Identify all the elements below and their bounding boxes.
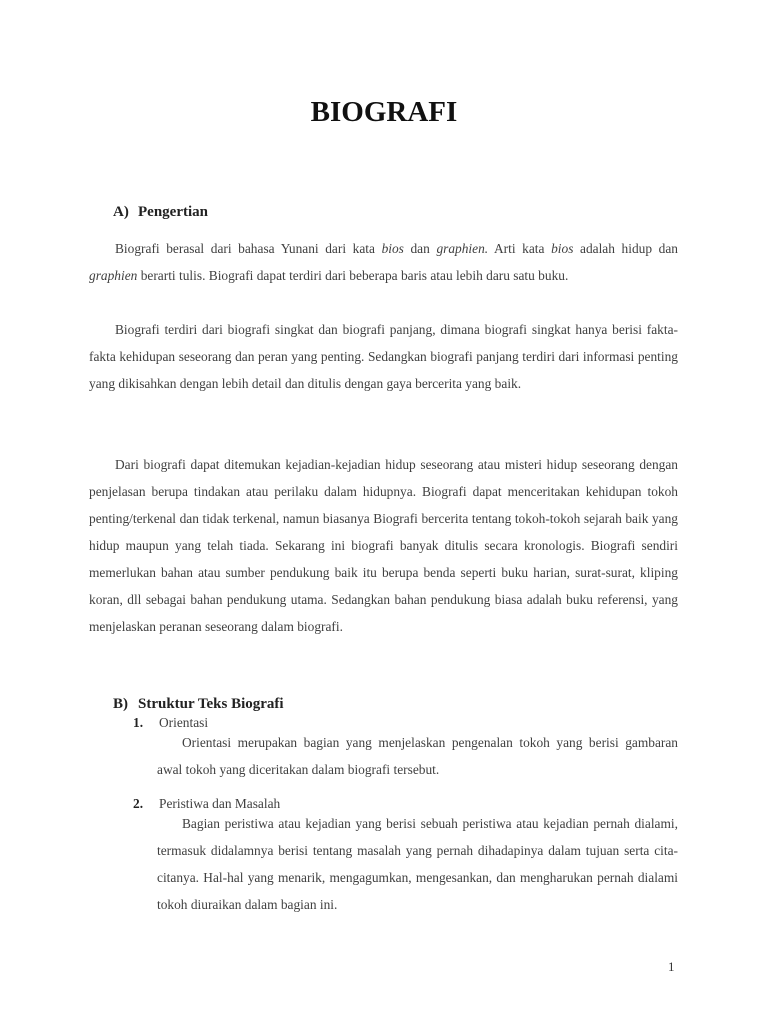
paragraph-types: Biografi terdiri dari biografi singkat dan biografi panjang, dimana biografi singkat hanya berisi fakta-fakta kehidupan seseorang dan peran yang penting. Sedangkan biografi panjang terdiri dari informasi penting yang dikisahkan dengan lebih detail dan ditulis dengan gaya bercerita yang baik. bbox=[89, 322, 678, 391]
section-a-marker: A) bbox=[113, 204, 129, 220]
list-number: 1. bbox=[133, 715, 144, 730]
section-b-heading bbox=[113, 696, 284, 713]
text-run: berarti tulis. Biografi dapat terdiri dari beberapa baris atau lebih daru satu buku. bbox=[137, 268, 569, 283]
list-item-title: Orientasi bbox=[159, 715, 209, 730]
paragraph-content: Dari biografi dapat ditemukan kejadian-kejadian hidup seseorang atau misteri hidup seseorang dengan penjelasan berupa tindakan atau perilaku dalam hidupnya. Biografi dapat menceritakan kehidupan tokoh penting/terkenal dan tidak terkenal, namun biasanya Biografi bercerita tentang tokoh-tokoh sejarah baik yang hidup maupun yang telah tiada. Sekarang ini biografi banyak ditulis secara kronologis. Biografi sendiri memerlukan bahan atau sumber pendukung baik itu berupa benda seperti buku harian, surat-surat, kliping koran, dll sebagai bahan pendukung utama. Sedangkan bahan pendukung biasa adalah buku referensi, yang menjelaskan peranan seseorang dalam biografi. bbox=[89, 457, 678, 634]
section-b-title: Struktur Teks Biografi bbox=[138, 696, 284, 712]
italic-term: graphien. bbox=[436, 241, 489, 256]
italic-term: bios bbox=[381, 241, 404, 256]
paragraph-definition bbox=[89, 235, 678, 289]
text-run: Biografi berasal dari bahasa Yunani dari kata bbox=[115, 241, 382, 256]
page-title: BIOGRAFI bbox=[310, 96, 458, 128]
list-item-body: Bagian peristiwa atau kejadian yang berisi sebuah peristiwa atau kejadian pernah dialami, termasuk didalamnya berisi tentang masalah yang pernah dihadapinya dalam tujuan serta cita-citanya. Hal-hal yang menarik, mengagumkan, mengesankan, dan mengharukan pernah dialami tokoh diuraikan dalam bagian ini. bbox=[157, 816, 678, 912]
page-number: 1 bbox=[668, 959, 675, 974]
italic-term: graphien bbox=[89, 268, 138, 283]
text-run: adalah hidup dan bbox=[573, 241, 678, 256]
list-number: 2. bbox=[133, 796, 144, 811]
text-run: dan bbox=[403, 241, 437, 256]
section-a-heading bbox=[113, 204, 208, 221]
italic-term: bios bbox=[551, 241, 574, 256]
list-item-title: Peristiwa dan Masalah bbox=[159, 796, 281, 811]
text-run: Arti kata bbox=[488, 241, 552, 256]
section-a-title: Pengertian bbox=[138, 204, 208, 220]
list-item-body: Orientasi merupakan bagian yang menjelaskan pengenalan tokoh yang berisi gambaran awal tokoh yang diceritakan dalam biografi tersebut. bbox=[157, 735, 678, 777]
section-b-marker: B) bbox=[113, 696, 128, 712]
